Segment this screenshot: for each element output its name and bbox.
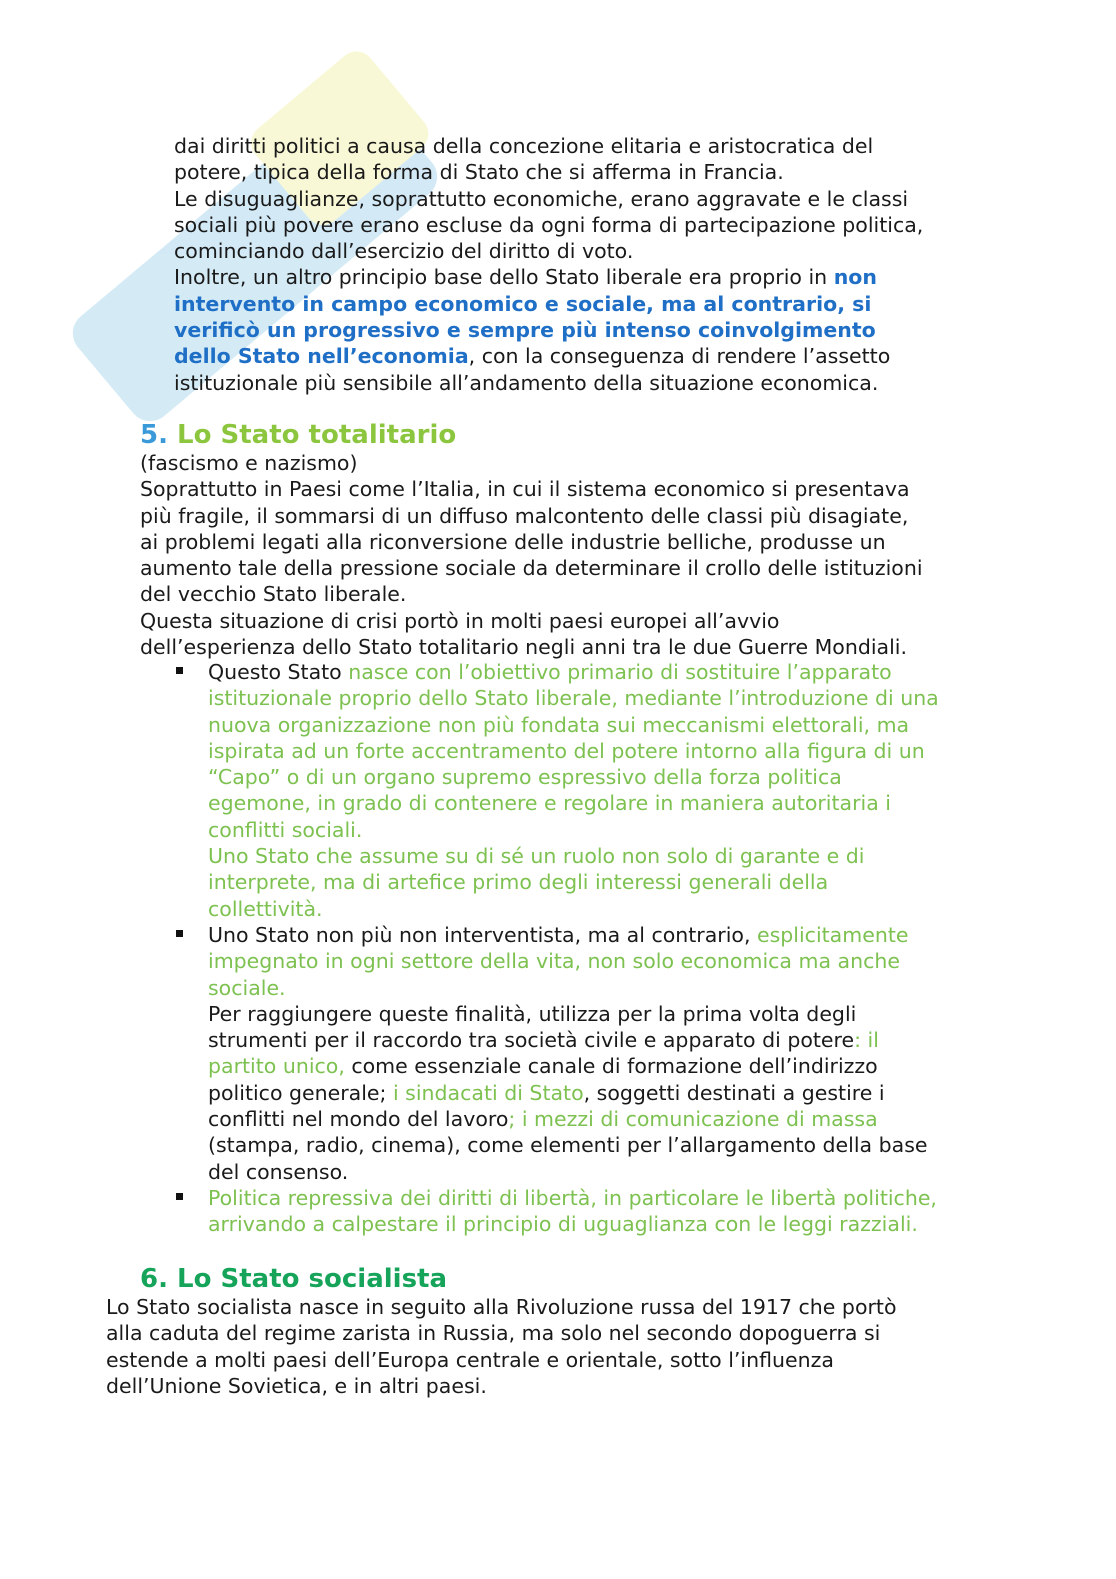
green-line: Uno Stato che assume su di sé un ruolo non solo di garante e di xyxy=(208,844,865,869)
green-line: conflitti sociali. xyxy=(208,817,363,842)
green-line: collettività. xyxy=(208,896,323,921)
highlight-text: dello Stato nell’economia xyxy=(174,344,469,369)
text-line: dell’esperienza dello Stato totalitario negli anni tra le due Guerre Mondiali. xyxy=(140,635,908,660)
green-line: nuova organizzazione non più fondata sui meccanismi elettorali, ma xyxy=(208,712,910,737)
section-title: Lo Stato totalitario xyxy=(177,420,457,450)
bullet-item-3 xyxy=(174,1185,939,1238)
section-5-body xyxy=(140,450,923,660)
text-line: Lo Stato socialista nasce in seguito alla Rivoluzione russa del 1917 che portò xyxy=(106,1295,897,1319)
section-5-heading xyxy=(140,419,456,451)
green-line: impegnato in ogni settore della vita, non solo economica ma anche xyxy=(208,949,900,974)
text-line: Per raggiungere queste finalità, utilizza per la prima volta degli xyxy=(208,1001,857,1026)
green-text: partito unico, xyxy=(208,1054,345,1079)
green-line: Politica repressiva dei diritti di libertà, in particolare le libertà politiche, xyxy=(208,1185,937,1210)
text-line: del vecchio Stato liberale. xyxy=(140,582,407,607)
text-line: sociali più povere erano escluse da ogni forma di partecipazione politica, xyxy=(174,212,924,237)
text-line: cominciando dall’esercizio del diritto di voto. xyxy=(174,239,634,264)
text-line: (stampa, radio, cinema), come elementi per l’allargamento della base xyxy=(208,1133,928,1158)
bullet-item-1 xyxy=(174,659,939,922)
text-span: , con la conseguenza di rendere l’assetto xyxy=(468,344,891,369)
text-span: Uno Stato non più non interventista, ma al contrario, xyxy=(208,922,757,947)
highlight-text: non xyxy=(833,265,877,290)
text-line xyxy=(208,1027,939,1053)
section-6-heading xyxy=(140,1263,447,1295)
text-line xyxy=(174,343,923,369)
text-line: Soprattutto in Paesi come l’Italia, in cui il sistema economico si presentava xyxy=(140,477,910,502)
section-5-bullet-list xyxy=(174,659,939,1238)
section-6-body xyxy=(106,1294,897,1399)
text-line: del consenso. xyxy=(208,1159,349,1184)
text-span: politico generale; xyxy=(208,1080,393,1105)
intro-paragraph xyxy=(174,133,923,396)
green-text: esplicitamente xyxy=(756,922,909,947)
bullet-square-icon xyxy=(176,1193,183,1200)
text-span: Questo Stato xyxy=(208,660,349,684)
green-line: ispirata ad un forte accentramento del potere intorno alla figura di un xyxy=(208,738,925,763)
text-line xyxy=(208,1080,939,1106)
text-span: Inoltre, un altro principio base dello Stato liberale era proprio in xyxy=(174,265,834,290)
green-line: istituzionale proprio dello Stato liberale, mediante l’introduzione di una xyxy=(208,686,939,711)
text-span: conflitti nel mondo del lavoro xyxy=(208,1107,509,1132)
text-line: ai problemi legati alla riconversione delle industrie belliche, produsse un xyxy=(140,529,886,554)
section-title: Lo Stato socialista xyxy=(177,1264,448,1294)
bullet-square-icon xyxy=(176,930,183,937)
text-span: strumenti per il raccordo tra società civile e apparato di potere xyxy=(208,1028,855,1053)
green-text: i sindacati di Stato xyxy=(392,1080,584,1105)
text-line: aumento tale della pressione sociale da determinare il crollo delle istituzioni xyxy=(140,556,923,581)
highlight-line: intervento in campo economico e sociale, ma al contrario, si xyxy=(174,291,872,316)
section-number: 5. xyxy=(140,420,168,450)
text-line xyxy=(208,922,939,948)
text-line xyxy=(208,1106,939,1132)
text-line: dell’Unione Sovietica, e in altri paesi. xyxy=(106,1373,487,1398)
text-line xyxy=(208,659,939,685)
green-line: “Capo” o di un organo supremo espressivo della forza politica xyxy=(208,765,842,790)
text-line: dai diritti politici a causa della concezione elitaria e aristocratica del xyxy=(174,134,874,158)
text-line: Le disuguaglianze, soprattutto economiche, erano aggravate e le classi xyxy=(174,186,909,211)
green-line: sociale. xyxy=(208,975,286,1000)
green-text: ; i mezzi di comunicazione di massa xyxy=(508,1107,878,1132)
section-subtitle: (fascismo e nazismo) xyxy=(140,451,358,475)
green-line: interprete, ma di artefice primo degli interessi generali della xyxy=(208,870,829,895)
bullet-item-2 xyxy=(174,922,939,1185)
text-line: più fragile, il sommarsi di un diffuso malcontento delle classi più disagiate, xyxy=(140,503,909,528)
text-span: , soggetti destinati a gestire i xyxy=(583,1080,885,1105)
text-line xyxy=(174,264,923,290)
text-line: potere, tipica della forma di Stato che si afferma in Francia. xyxy=(174,160,784,185)
bullet-square-icon xyxy=(176,667,183,674)
green-line: arrivando a calpestare il principio di uguaglianza con le leggi razziali. xyxy=(208,1212,918,1237)
text-line: estende a molti paesi dell’Europa centrale e orientale, sotto l’influenza xyxy=(106,1347,834,1372)
section-number: 6. xyxy=(140,1264,168,1294)
green-text: : il xyxy=(854,1028,879,1053)
text-line: istituzionale più sensibile all’andamento della situazione economica. xyxy=(174,370,879,395)
highlight-line: verificò un progressivo e sempre più intenso coinvolgimento xyxy=(174,318,876,343)
text-line: alla caduta del regime zarista in Russia, ma solo nel secondo dopoguerra si xyxy=(106,1321,881,1346)
text-line xyxy=(208,1053,939,1079)
green-text: nasce con l’obiettivo primario di sostituire l’apparato xyxy=(348,660,892,684)
green-line: egemone, in grado di contenere e regolare in maniera autoritaria i xyxy=(208,791,891,816)
text-line: Questa situazione di crisi portò in molti paesi europei all’avvio xyxy=(140,608,780,633)
text-span: come essenziale canale di formazione dell’indirizzo xyxy=(344,1054,878,1079)
